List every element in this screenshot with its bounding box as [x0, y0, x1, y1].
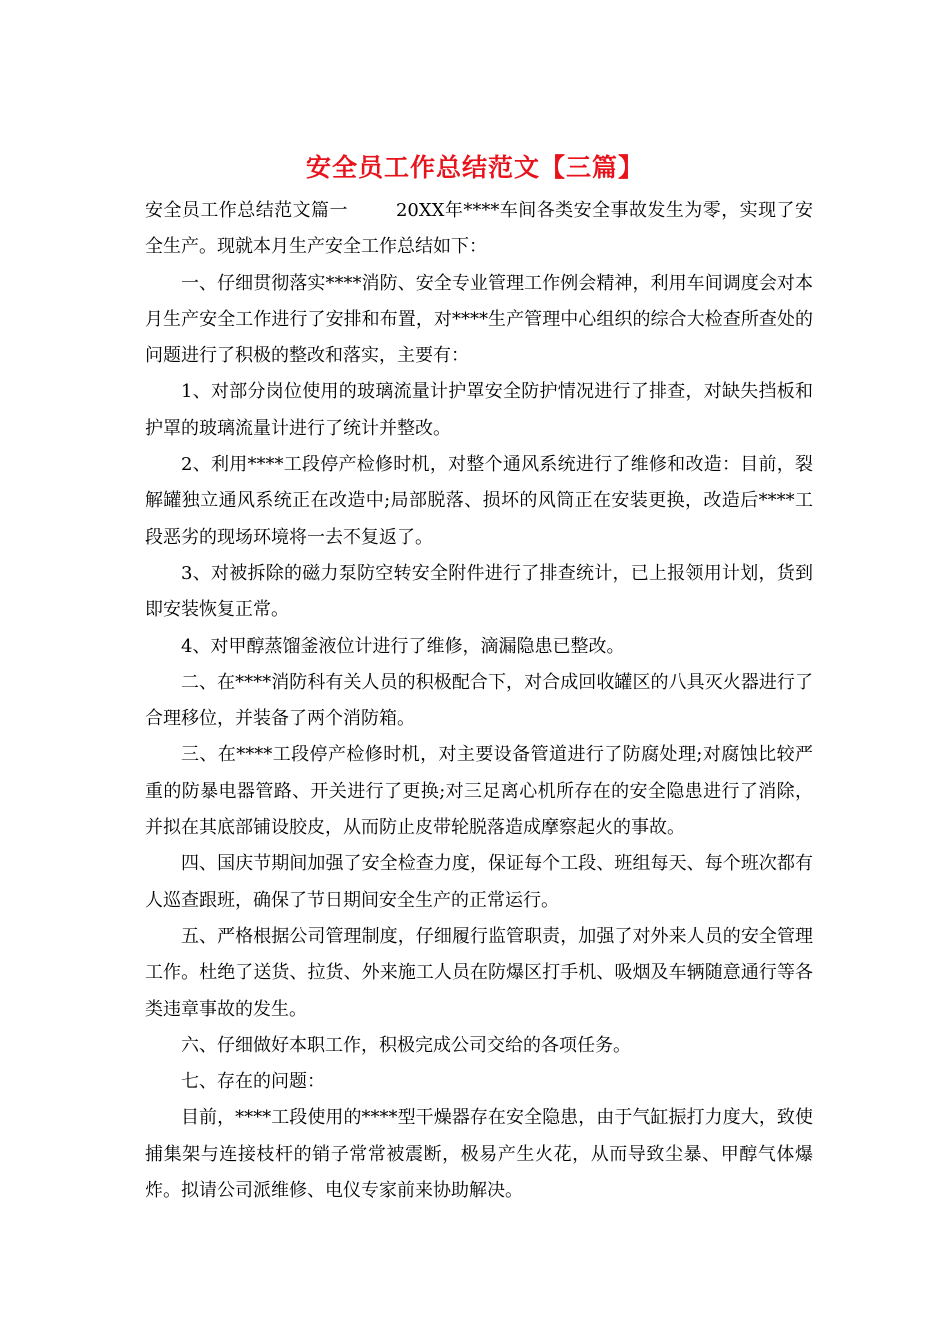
document-title: 安全员工作总结范文【三篇】	[305, 153, 644, 182]
paragraph: 2、利用****工段停产检修时机，对整个通风系统进行了维修和改造：目前，裂解罐独立通风系统正在改造中;局部脱落、损坏的风筒正在安装更换，改造后****工段恶劣的现场环境将一去不复返了。	[145, 454, 813, 548]
first-paragraph	[145, 193, 813, 266]
paragraph: 三、在****工段停产检修时机，对主要设备管道进行了防腐处理;对腐蚀比较严重的防暴电器管路、开关进行了更换;对三足离心机所存在的安全隐患进行了消除，并拟在其底部铺设胶皮，从而防止皮带轮脱落造成摩察起火的事故。	[145, 744, 813, 839]
paragraph: 4、对甲醇蒸馏釜液位计进行了维修，滴漏隐患已整改。	[181, 635, 625, 657]
paragraph: 六、仔细做好本职工作，积极完成公司交给的各项任务。	[181, 1034, 631, 1056]
document-body	[145, 193, 813, 1209]
section-label: 安全员工作总结范文篇一	[145, 200, 348, 221]
paragraph: 四、国庆节期间加强了安全检查力度，保证每个工段、班组每天、每个班次都有人巡查跟班，确保了节日期间安全生产的正常运行。	[145, 853, 813, 911]
paragraph: 五、严格根据公司管理制度，仔细履行监管职责，加强了对外来人员的安全管理工作。杜绝了送货、拉货、外来施工人员在防爆区打手机、吸烟及车辆随意通行等各类违章事故的发生。	[145, 925, 813, 1020]
paragraph: 1、对部分岗位使用的玻璃流量计护罩安全防护情况进行了排查，对缺失挡板和护罩的玻璃流量计进行了统计并整改。	[145, 381, 813, 439]
first-paragraph-text: 20XX年****车间各类安全事故发生为零，实现了安全生产。现就本月生产安全工作总结如下：	[145, 200, 813, 258]
paragraph: 目前，****工段使用的****型干燥器存在安全隐患，由于气缸振打力度大，致使捕集架与连接枝杆的销子常常被震断，极易产生火花，从而导致尘暴、甲醇气体爆炸。拟请公司派维修、电仪专家前来协助解决。	[145, 1107, 813, 1202]
paragraph: 3、对被拆除的磁力泵防空转安全附件进行了排查统计，已上报领用计划，货到即安装恢复正常。	[145, 562, 813, 621]
paragraph: 一、仔细贯彻落实****消防、安全专业管理工作例会精神，利用车间调度会对本月生产安全工作进行了安排和布置，对****生产管理中心组织的综合大检查所查处的问题进行了积极的整改和落实，主要有：	[145, 272, 813, 367]
paragraph: 七、存在的问题：	[181, 1071, 325, 1093]
paragraph: 二、在****消防科有关人员的积极配合下，对合成回收罐区的八具灭火器进行了合理移位，并装备了两个消防箱。	[145, 671, 813, 730]
